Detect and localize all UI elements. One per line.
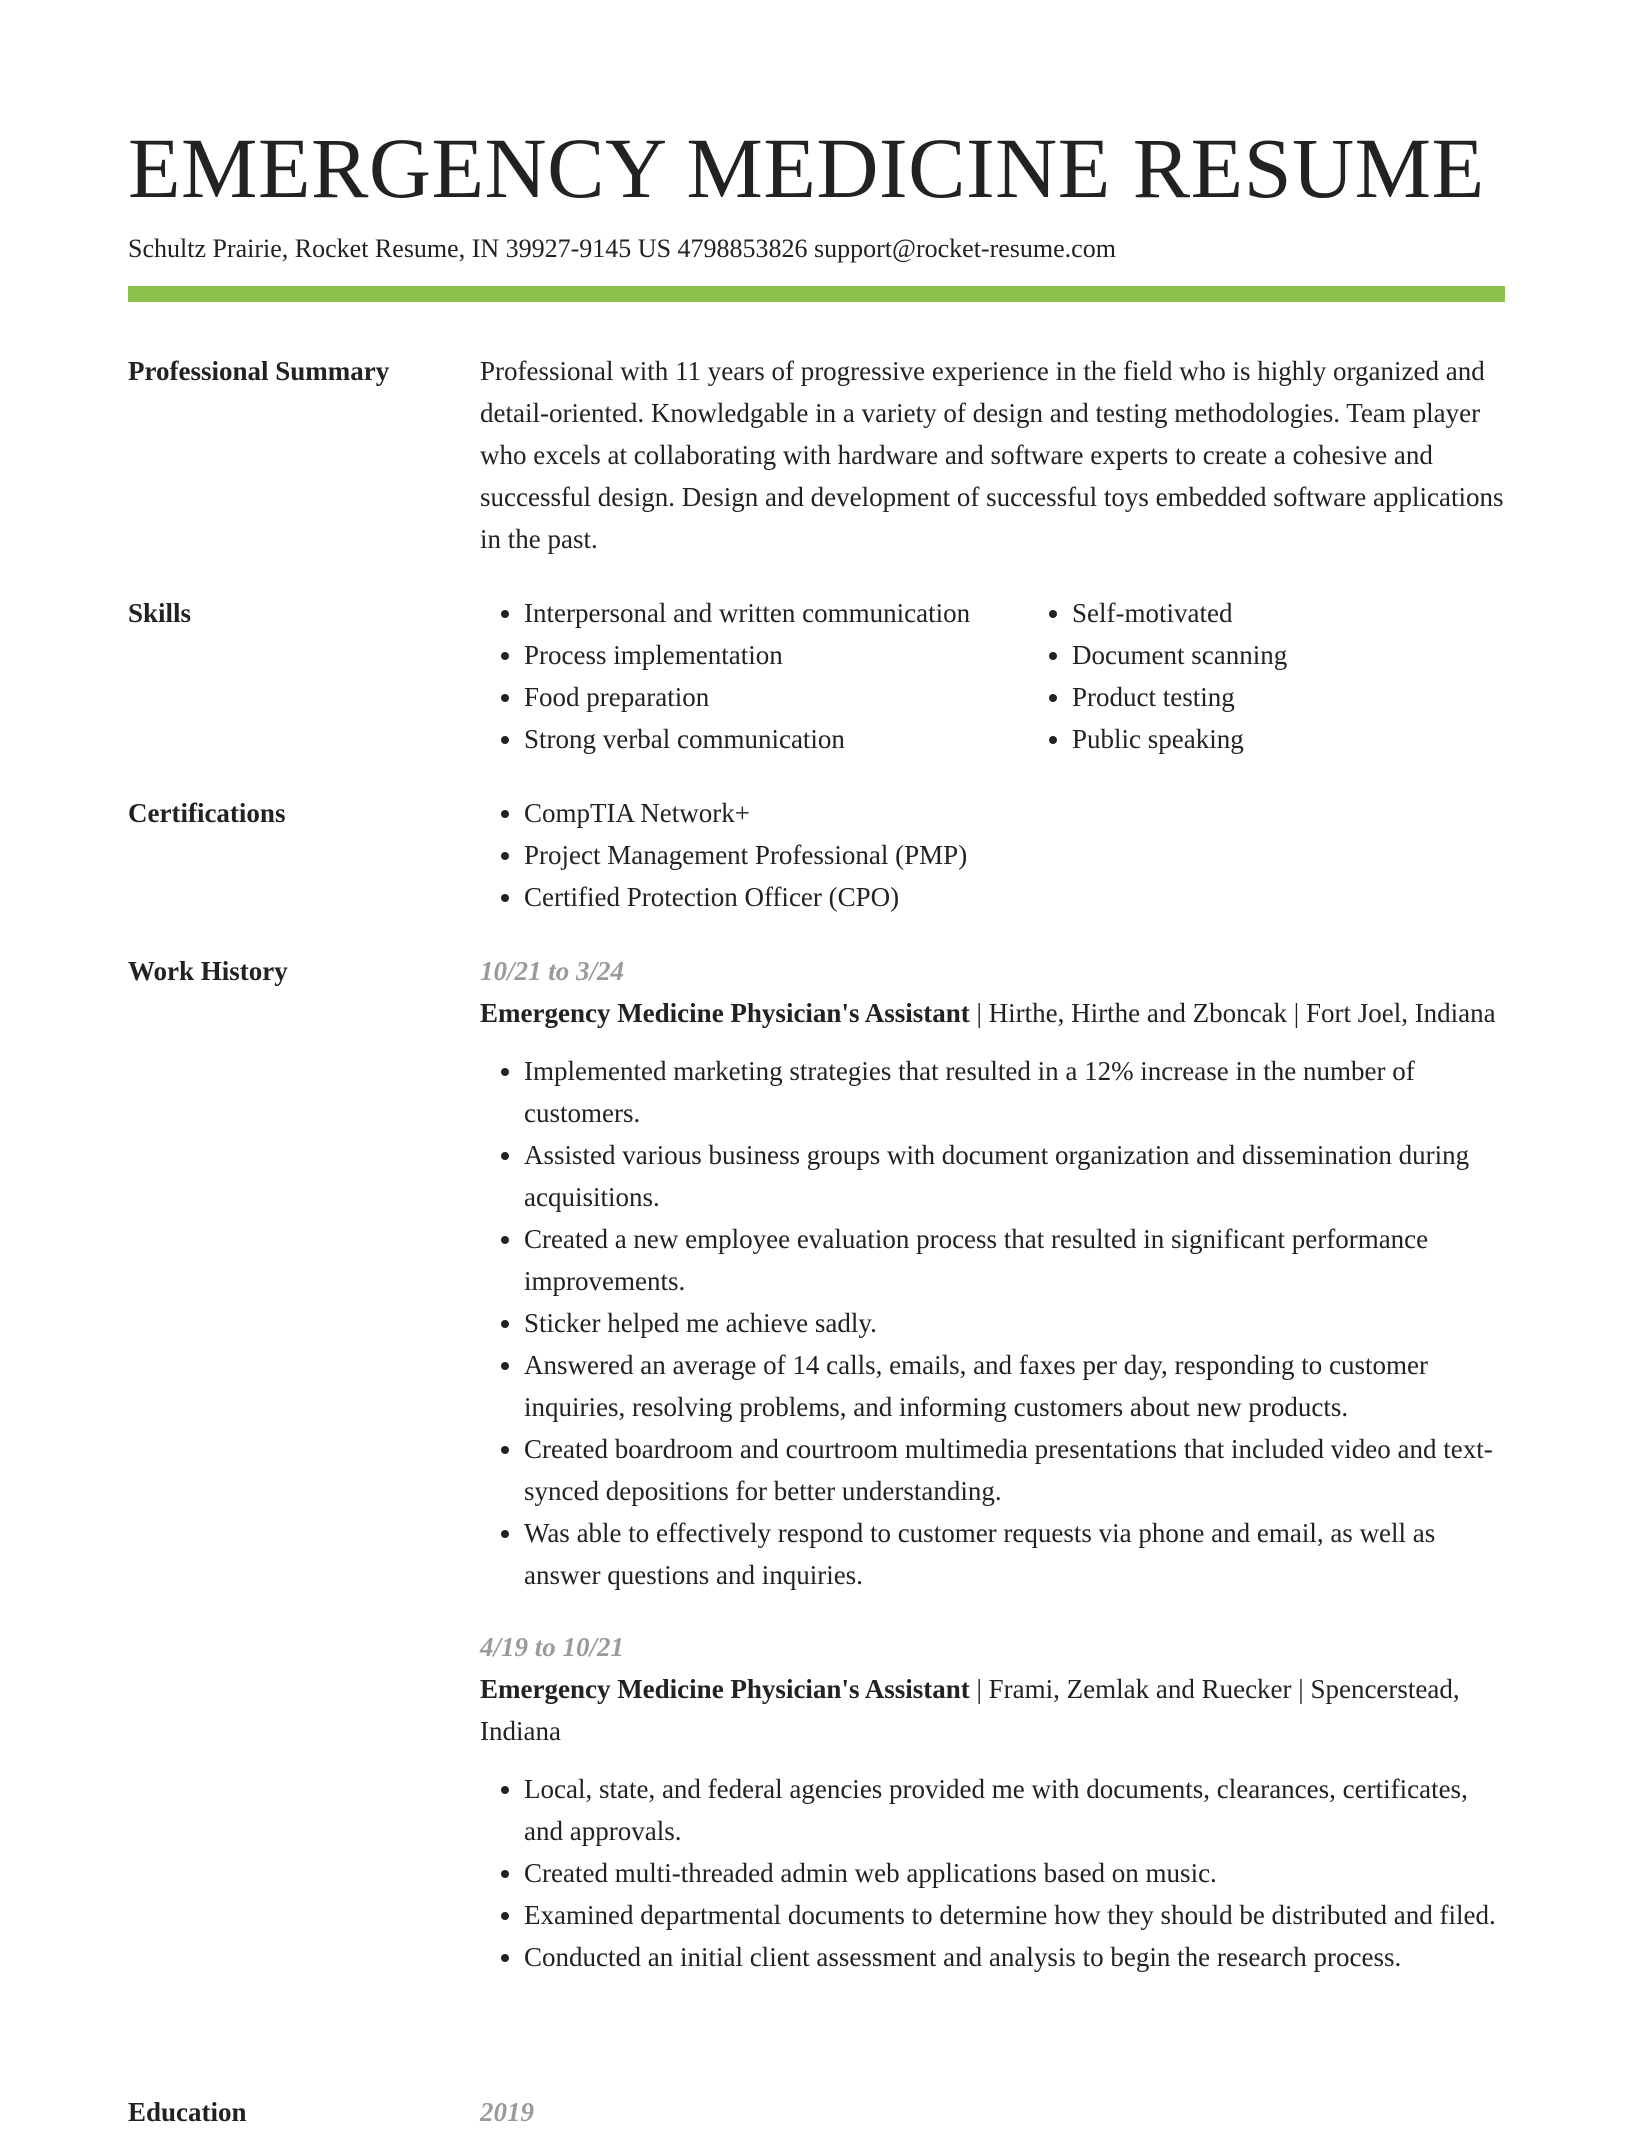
work-history-label: Work History — [128, 956, 288, 986]
job-entry — [480, 950, 1505, 1596]
job-dates: 4/19 to 10/21 — [480, 1632, 625, 1662]
certification-item: • Certified Protection Officer (CPO) — [524, 876, 1505, 918]
job-heading — [480, 992, 1505, 1034]
certifications-label: Certifications — [128, 798, 286, 828]
job-dates: 10/21 to 3/24 — [480, 956, 625, 986]
skill-item: • Interpersonal and written communication — [524, 592, 1028, 634]
certification-item: • Project Management Professional (PMP) — [524, 834, 1505, 876]
skill-item: • Self-motivated — [1072, 592, 1492, 634]
resume-title: EMERGENCY MEDICINE RESUME — [128, 120, 1485, 216]
job-heading — [480, 1668, 1505, 1752]
education-label: Education — [128, 2097, 247, 2127]
job-company-location: | Hirthe, Hirthe and Zboncak | Fort Joel, Indiana — [969, 998, 1496, 1028]
job-duty: • Created boardroom and courtroom multimedia presentations that included video and text-synced depositions for better understanding. — [524, 1428, 1505, 1512]
contact-line: Schultz Prairie, Rocket Resume, IN 39927-9145 US 4798853826 support@rocket-resume.com — [128, 234, 1116, 263]
job-duties-list — [480, 1050, 1505, 1596]
summary-label: Professional Summary — [128, 356, 390, 386]
job-duty: • Sticker helped me achieve sadly. — [524, 1302, 1505, 1344]
skill-item: • Product testing — [1072, 676, 1492, 718]
certifications-list — [480, 792, 1505, 918]
certification-item: • CompTIA Network+ — [524, 792, 1505, 834]
skill-item: • Food preparation — [524, 676, 1028, 718]
skill-item: • Process implementation — [524, 634, 1028, 676]
skill-item: • Public speaking — [1072, 718, 1492, 760]
job-duty: • Answered an average of 14 calls, emails, and faxes per day, responding to customer inquiries, resolving problems, and informing customers about new products. — [524, 1344, 1505, 1428]
summary-text: Professional with 11 years of progressive experience in the field who is highly organized and detail-oriented. Knowledgable in a variety of design and testing methodologies. Team player who excels at collaborating with hardware and software experts to create a cohesive and successful design. Design and development of successful toys embedded software applications in the past. — [480, 356, 1504, 554]
education-year: 2019 — [480, 2097, 534, 2127]
skill-item: • Strong verbal communication — [524, 718, 1028, 760]
job-company-location: | Frami, Zemlak and Ruecker | Spencerstead, Indiana — [480, 1674, 1460, 1746]
job-duties-list — [480, 1768, 1505, 1978]
job-duty: • Implemented marketing strategies that resulted in a 12% increase in the number of customers. — [524, 1050, 1505, 1134]
skills-list-2 — [1028, 592, 1492, 760]
job-duty: • Was able to effectively respond to customer requests via phone and email, as well as answer questions and inquiries. — [524, 1512, 1505, 1596]
header-divider — [128, 286, 1505, 302]
job-duty: • Local, state, and federal agencies provided me with documents, clearances, certificates, and approvals. — [524, 1768, 1505, 1852]
job-duty: • Created a new employee evaluation process that resulted in significant performance improvements. — [524, 1218, 1505, 1302]
job-duty: • Examined departmental documents to determine how they should be distributed and filed. — [524, 1894, 1505, 1936]
job-title: Emergency Medicine Physician's Assistant — [480, 1674, 970, 1704]
job-duty: • Assisted various business groups with document organization and dissemination during acquisitions. — [524, 1134, 1505, 1218]
skills-list-1 — [480, 592, 1028, 760]
skills-columns — [480, 592, 1505, 760]
skills-label: Skills — [128, 598, 192, 628]
job-title: Emergency Medicine Physician's Assistant — [480, 998, 970, 1028]
skill-item: • Document scanning — [1072, 634, 1492, 676]
job-entry — [480, 1626, 1505, 1978]
job-duty: • Conducted an initial client assessment and analysis to begin the research process. — [524, 1936, 1505, 1978]
job-duty: • Created multi-threaded admin web applications based on music. — [524, 1852, 1505, 1894]
